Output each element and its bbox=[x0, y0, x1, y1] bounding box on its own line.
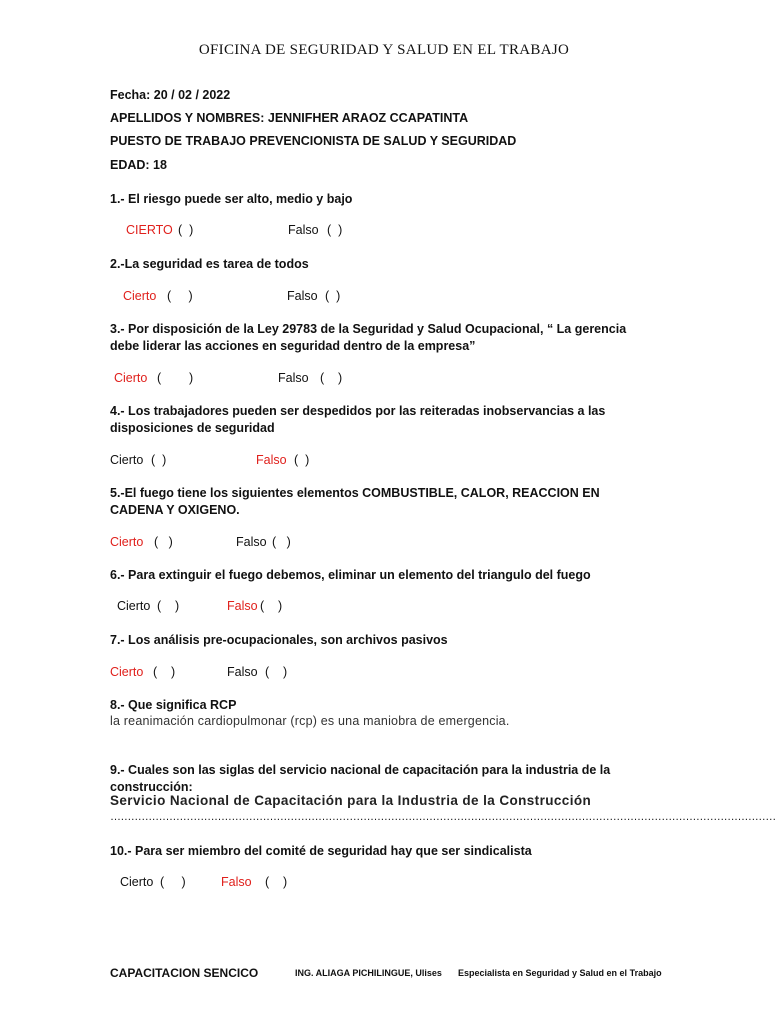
q2-option-false-box[interactable]: ( ) bbox=[325, 289, 341, 303]
page-title: OFICINA DE SEGURIDAD Y SALUD EN EL TRABAJO bbox=[198, 42, 570, 58]
q9-answer-line: ………………………………………………………………………………………………………………………………………………………………………… bbox=[110, 811, 776, 823]
q1-option-true[interactable]: CIERTO bbox=[126, 223, 173, 237]
q5-option-true[interactable]: Cierto bbox=[110, 535, 144, 549]
q9-answer: Servicio Nacional de Capacitación para la Industria de la Construcción bbox=[110, 793, 592, 808]
q6-option-false[interactable]: Falso bbox=[227, 599, 258, 613]
q5-option-true-box[interactable]: ( ) bbox=[154, 535, 173, 549]
question-3: 3.- Por disposición de la Ley 29783 de la Seguridad y Salud Ocupacional, “ La gerencia debe liderar las acciones en seguridad dentro de la empresa” bbox=[110, 322, 627, 353]
question-6: 6.- Para extinguir el fuego debemos, eliminar un elemento del triangulo del fuego bbox=[110, 568, 591, 582]
footer-specialty: Especialista en Seguridad y Salud en el Trabajo bbox=[458, 968, 662, 978]
job-field: PUESTO DE TRABAJO PREVENCIONISTA DE SALUD Y SEGURIDAD bbox=[110, 134, 517, 148]
q3-option-false[interactable]: Falso bbox=[278, 371, 309, 385]
q7-option-true-box[interactable]: ( ) bbox=[153, 665, 176, 679]
q7-option-false-box[interactable]: ( ) bbox=[265, 665, 288, 679]
question-1: 1.- El riesgo puede ser alto, medio y bajo bbox=[110, 192, 353, 206]
q10-option-true-box[interactable]: ( ) bbox=[160, 875, 186, 889]
q3-option-false-box[interactable]: ( ) bbox=[320, 371, 343, 385]
question-8: 8.- Que significa RCP bbox=[110, 698, 237, 712]
q3-option-true-box[interactable]: ( ) bbox=[157, 371, 194, 385]
q2-option-true[interactable]: Cierto bbox=[123, 289, 157, 303]
q8-answer: la reanimación cardiopulmonar (rcp) es una maniobra de emergencia. bbox=[110, 714, 510, 728]
q4-option-true[interactable]: Cierto bbox=[110, 453, 144, 467]
question-10: 10.- Para ser miembro del comité de seguridad hay que ser sindicalista bbox=[110, 844, 532, 858]
q3-option-true[interactable]: Cierto bbox=[114, 371, 148, 385]
question-7: 7.- Los análisis pre-ocupacionales, son archivos pasivos bbox=[110, 633, 448, 647]
footer-instructor: ING. ALIAGA PICHILINGUE, Ulises bbox=[295, 968, 442, 978]
q6-option-true[interactable]: Cierto bbox=[117, 599, 151, 613]
q5-option-false-box[interactable]: ( ) bbox=[272, 535, 291, 549]
question-5: 5.-El fuego tiene los siguientes elementos COMBUSTIBLE, CALOR, REACCION EN CADENA Y OXIGENO. bbox=[110, 486, 600, 517]
question-2: 2.-La seguridad es tarea de todos bbox=[110, 257, 309, 271]
q1-option-true-box[interactable]: ( ) bbox=[178, 223, 194, 237]
date-field: Fecha: 20 / 02 / 2022 bbox=[110, 88, 231, 102]
q4-option-true-box[interactable]: ( ) bbox=[151, 453, 167, 467]
q4-option-false[interactable]: Falso bbox=[256, 453, 287, 467]
q1-option-false-box[interactable]: ( ) bbox=[327, 223, 343, 237]
q7-option-false[interactable]: Falso bbox=[227, 665, 258, 679]
q1-option-false[interactable]: Falso bbox=[288, 223, 319, 237]
footer-course: CAPACITACION SENCICO bbox=[110, 966, 259, 980]
q2-option-true-box[interactable]: ( ) bbox=[167, 289, 193, 303]
name-field: APELLIDOS Y NOMBRES: JENNIFHER ARAOZ CCAPATINTA bbox=[110, 111, 469, 125]
q10-option-false-box[interactable]: ( ) bbox=[265, 875, 288, 889]
age-field: EDAD: 18 bbox=[110, 158, 167, 172]
question-4: 4.- Los trabajadores pueden ser despedidos por las reiteradas inobservancias a las disposiciones de seguridad bbox=[110, 404, 606, 435]
question-9: 9.- Cuales son las siglas del servicio nacional de capacitación para la industria de la construcción: bbox=[110, 763, 611, 794]
q5-option-false[interactable]: Falso bbox=[236, 535, 267, 549]
q4-option-false-box[interactable]: ( ) bbox=[294, 453, 310, 467]
q10-option-true[interactable]: Cierto bbox=[120, 875, 154, 889]
q6-option-true-box[interactable]: ( ) bbox=[157, 599, 180, 613]
q2-option-false[interactable]: Falso bbox=[287, 289, 318, 303]
q7-option-true[interactable]: Cierto bbox=[110, 665, 144, 679]
q10-option-false[interactable]: Falso bbox=[221, 875, 252, 889]
q6-option-false-box[interactable]: ( ) bbox=[260, 599, 283, 613]
